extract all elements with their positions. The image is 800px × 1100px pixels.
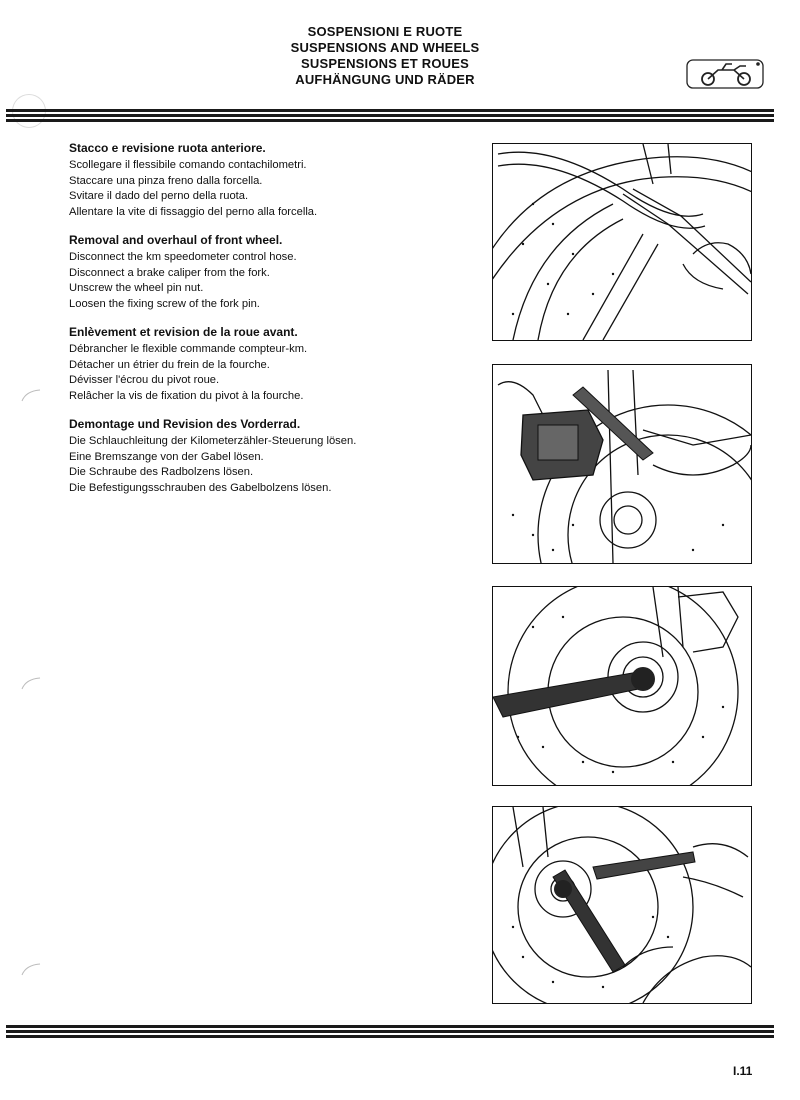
- title-english: SUSPENSIONS AND WHEELS: [290, 40, 480, 55]
- instruction-line: Scollegare il flessibile comando contachilometri.: [69, 159, 307, 171]
- section-italian: [69, 140, 459, 220]
- instruction-line: Staccare una pinza freno dalla forcella.: [69, 174, 263, 187]
- figure-brake-caliper: [492, 364, 752, 564]
- instruction-line: Unscrew the wheel pin nut.: [69, 282, 204, 294]
- margin-mark: [20, 388, 42, 402]
- page-header: [200, 24, 570, 88]
- instruction-line: Allentare la vite di fissaggio del perno alla forcella.: [69, 205, 318, 218]
- instruction-line: Eine Bremszange von der Gabel lösen.: [69, 450, 264, 463]
- figure-fork-pin-screw: [492, 806, 752, 1004]
- title-german: AUFHÄNGUNG UND RÄDER: [295, 72, 475, 87]
- section-french: [69, 324, 459, 404]
- instruction-line: Débrancher le flexible commande compteur-km.: [69, 343, 308, 355]
- instruction-line: Disconnect the km speedometer control hose.: [69, 251, 297, 263]
- footer-rule: [6, 1025, 774, 1040]
- instruction-text: [69, 140, 459, 508]
- section-heading: Stacco e revisione ruota anteriore.: [69, 141, 266, 155]
- margin-mark: [20, 962, 42, 976]
- instruction-line: Svitare il dado del perno della ruota.: [69, 190, 249, 202]
- instruction-line: Die Schraube des Radbolzens lösen.: [69, 466, 254, 478]
- section-german: [69, 416, 459, 496]
- instruction-line: Die Befestigungsschrauben des Gabelbolzens lösen.: [69, 481, 332, 494]
- instruction-line: Détacher un étrier du frein de la fourche.: [69, 358, 270, 371]
- section-english: [69, 232, 459, 312]
- section-heading: Enlèvement et revision de la roue avant.: [69, 325, 298, 339]
- page-number: I.11: [733, 1064, 753, 1078]
- title-french: SUSPENSIONS ET ROUES: [301, 56, 469, 71]
- section-heading: Demontage und Revision des Vorderrad.: [69, 417, 301, 431]
- figure-wheel-pin-nut: [492, 586, 752, 786]
- motorcycle-icon: [686, 52, 766, 92]
- header-rule: [6, 109, 774, 124]
- instruction-line: Disconnect a brake caliper from the fork.: [69, 266, 270, 279]
- instruction-line: Die Schlauchleitung der Kilometerzähler-Steuerung lösen.: [69, 435, 357, 447]
- instruction-line: Loosen the fixing screw of the fork pin.: [69, 297, 260, 310]
- instruction-line: Relâcher la vis de fixation du pivot à la fourche.: [69, 389, 304, 402]
- title-italian: SOSPENSIONI E RUOTE: [307, 24, 463, 39]
- section-heading: Removal and overhaul of front wheel.: [69, 233, 283, 247]
- instruction-line: Dévisser l'écrou du pivot roue.: [69, 374, 220, 386]
- figure-speedometer-hose: [492, 143, 752, 341]
- margin-mark: [20, 676, 42, 690]
